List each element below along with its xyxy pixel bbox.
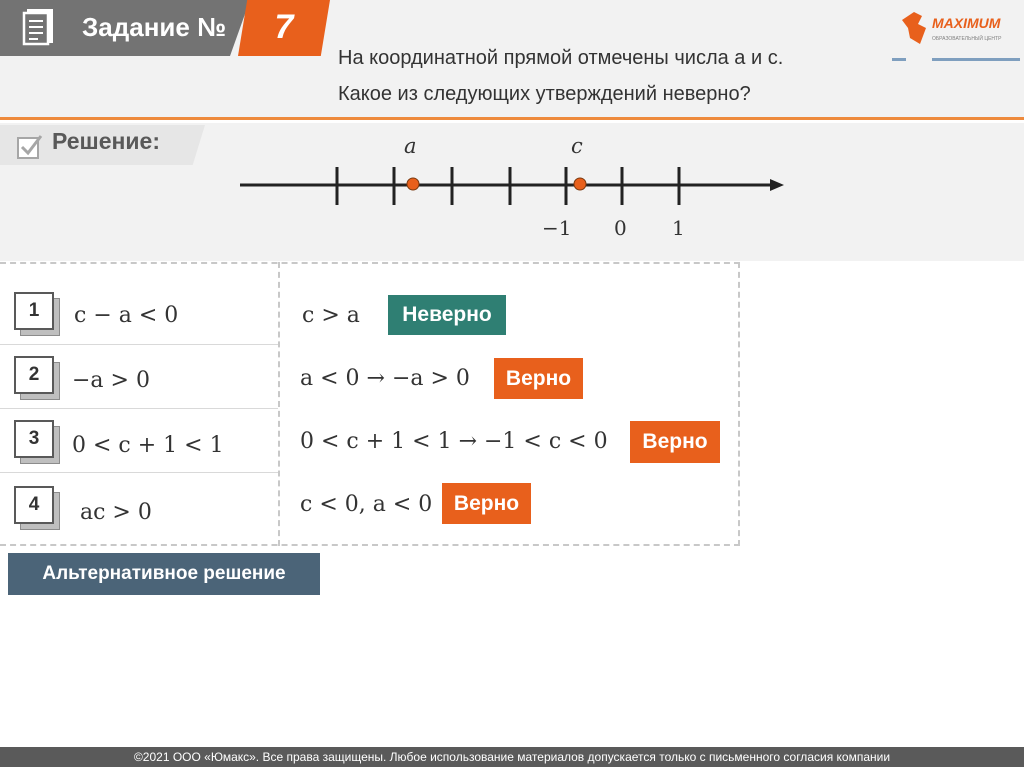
reasoning-1: c > a xyxy=(302,303,360,328)
option-badge-4[interactable] xyxy=(14,486,56,526)
maximum-logo xyxy=(898,6,1018,58)
question-line-2: Какое из следующих утверждений неверно? xyxy=(338,83,751,105)
badge-number: 2 xyxy=(14,356,54,394)
checkbox-checked-icon xyxy=(16,132,44,160)
tick-label-0: 0 xyxy=(614,216,627,240)
task-number: 7 xyxy=(274,8,294,46)
row-divider xyxy=(0,408,278,409)
copyright-footer: ©2021 ООО «Юмакс». Все права защищены. Любое использование материалов допускается только с письменного согласия компании xyxy=(0,747,1024,767)
logo-text: MAXIMUM xyxy=(932,15,1001,31)
question-line-1: На координатной прямой отмечены числа a и c. xyxy=(338,47,784,69)
reasoning-3: 0 < c + 1 < 1 → −1 < c < 0 xyxy=(300,429,608,454)
verdict-1: Неверно xyxy=(388,295,506,335)
tick-label-minus1: −1 xyxy=(542,216,572,240)
badge-number: 3 xyxy=(14,420,54,458)
option-badge-2[interactable] xyxy=(14,356,56,396)
table-divider xyxy=(278,262,280,546)
logo-underline xyxy=(892,58,1020,62)
option-badge-1[interactable] xyxy=(14,292,56,332)
point-c-label: c xyxy=(571,134,583,158)
logo-subtext: ОБРАЗОВАТЕЛЬНЫЙ ЦЕНТР xyxy=(932,36,1002,42)
badge-number: 1 xyxy=(14,292,54,330)
document-icon xyxy=(22,8,58,46)
point-a-label: a xyxy=(404,134,417,158)
number-line xyxy=(230,125,800,255)
statement-1: c − a < 0 xyxy=(74,303,179,328)
point-c xyxy=(574,178,586,190)
badge-number: 4 xyxy=(14,486,54,524)
point-a xyxy=(407,178,419,190)
statement-2: −a > 0 xyxy=(72,368,150,393)
verdict-2: Верно xyxy=(494,358,583,399)
reasoning-2: a < 0 → −a > 0 xyxy=(300,366,470,391)
statement-3: 0 < c + 1 < 1 xyxy=(72,433,224,458)
reasoning-4: c < 0, a < 0 xyxy=(300,492,433,517)
row-divider xyxy=(0,472,278,473)
option-badge-3[interactable] xyxy=(14,420,56,460)
solution-label: Решение: xyxy=(52,128,161,154)
number-line-arrow xyxy=(770,179,784,191)
verdict-3: Верно xyxy=(630,421,720,463)
tick-label-1: 1 xyxy=(672,216,685,240)
task-label: Задание № xyxy=(82,12,227,42)
alternative-solution-button[interactable]: Альтернативное решение xyxy=(8,553,320,595)
question-text xyxy=(338,40,783,112)
verdict-4: Верно xyxy=(442,483,531,524)
row-divider xyxy=(0,344,278,345)
statement-4: ac > 0 xyxy=(80,500,152,525)
